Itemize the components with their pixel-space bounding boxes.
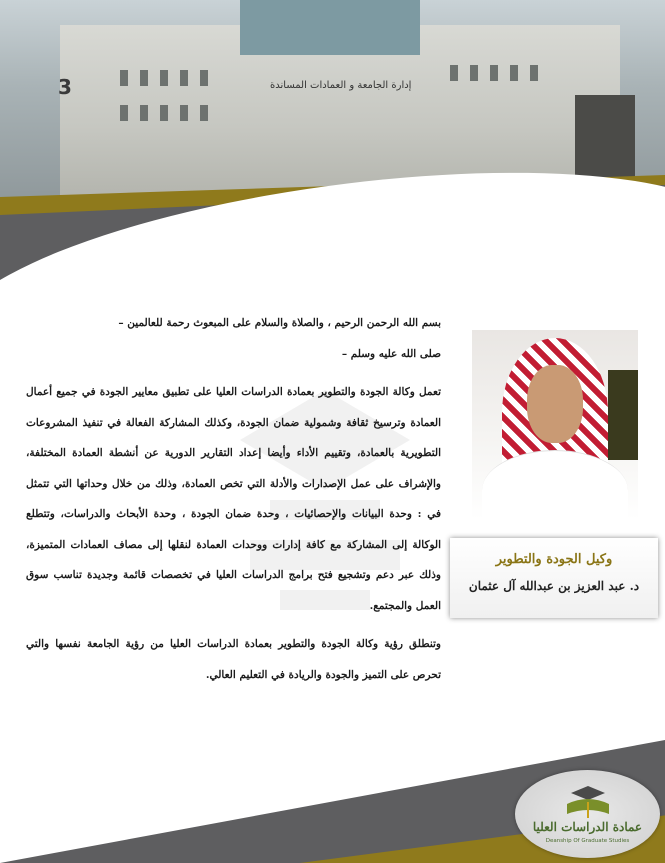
building-glass-wall — [240, 0, 420, 55]
building-window — [510, 65, 518, 81]
portrait-background-decor — [608, 370, 638, 460]
logo-english-text: Deanship Of Graduate Studies — [545, 838, 630, 844]
title-name: د. عبد العزيز بن عبدالله آل عثمان — [468, 579, 640, 593]
deanship-logo — [515, 770, 660, 858]
building-number: 3 — [58, 75, 72, 99]
building-window — [450, 65, 458, 81]
building-sign: إدارة الجامعة و العمادات المساندة — [270, 80, 412, 91]
building-window — [180, 70, 188, 86]
title-role: وكيل الجودة والتطوير — [495, 552, 613, 567]
intro-line-1: بسم الله الرحمن الرحيم ، والصلاة والسلام على المبعوث رحمة للعالمين – — [118, 317, 441, 329]
building-window — [490, 65, 498, 81]
building-window — [470, 65, 478, 81]
building-window — [140, 105, 148, 121]
building-window — [180, 105, 188, 121]
building-window — [120, 70, 128, 86]
building-window — [140, 70, 148, 86]
building-window — [160, 105, 168, 121]
building-window — [200, 70, 208, 86]
building-window — [120, 105, 128, 121]
title-card — [450, 538, 658, 618]
intro-line-2: صلى الله عليه وسلم – — [341, 347, 441, 360]
building-window — [530, 65, 538, 81]
body-paragraph-1: تعمل وكالة الجودة والتطوير بعمادة الدراسات العليا على تطبيق معايير الجودة في جميع أعمال العمادة وترسيخ ثقافة وشمولية ضمان الجودة، وكذلك المشاركة الفعالة في تنفيذ المشروعات التطويرية بالعمادة، وتقييم الأداء وأيضا إعداد التقارير الدورية عن أنشطة العمادة المختلفة، والإشراف على عمل الإصدارات والأدلة التي تخص العمادة، وذلك من خلال وحداتها التي تتمثل في : وحدة البيانات والإحصائيات ، وحدة ضمان الجودة ، وحدة الأبحاث والدراسات، وتتطلع الوكالة إلى المشاركة مع كافة إدارات ووحدات العمادة لنقلها إلى مصاف العمادات المتميزة، وذلك عبر دعم وتشجيع فتح برامج الدراسات العليا في تخصصات قائمة وجديدة تناسب سوق العمل والمجتمع. — [26, 386, 441, 612]
building-window — [200, 105, 208, 121]
document-body — [26, 308, 441, 690]
portrait-face — [527, 365, 583, 443]
building-window — [160, 70, 168, 86]
body-paragraph-2: وتنطلق رؤية وكالة الجودة والتطوير بعمادة الدراسات العليا من رؤية الجامعة نفسها والتي تحرص على التميز والجودة والريادة في التعليم العالي. — [26, 638, 441, 681]
logo-arabic-text: عمادة الدراسات العليا — [532, 820, 643, 834]
book-graduation-cap-icon — [563, 784, 613, 820]
portrait-photo — [472, 330, 638, 520]
